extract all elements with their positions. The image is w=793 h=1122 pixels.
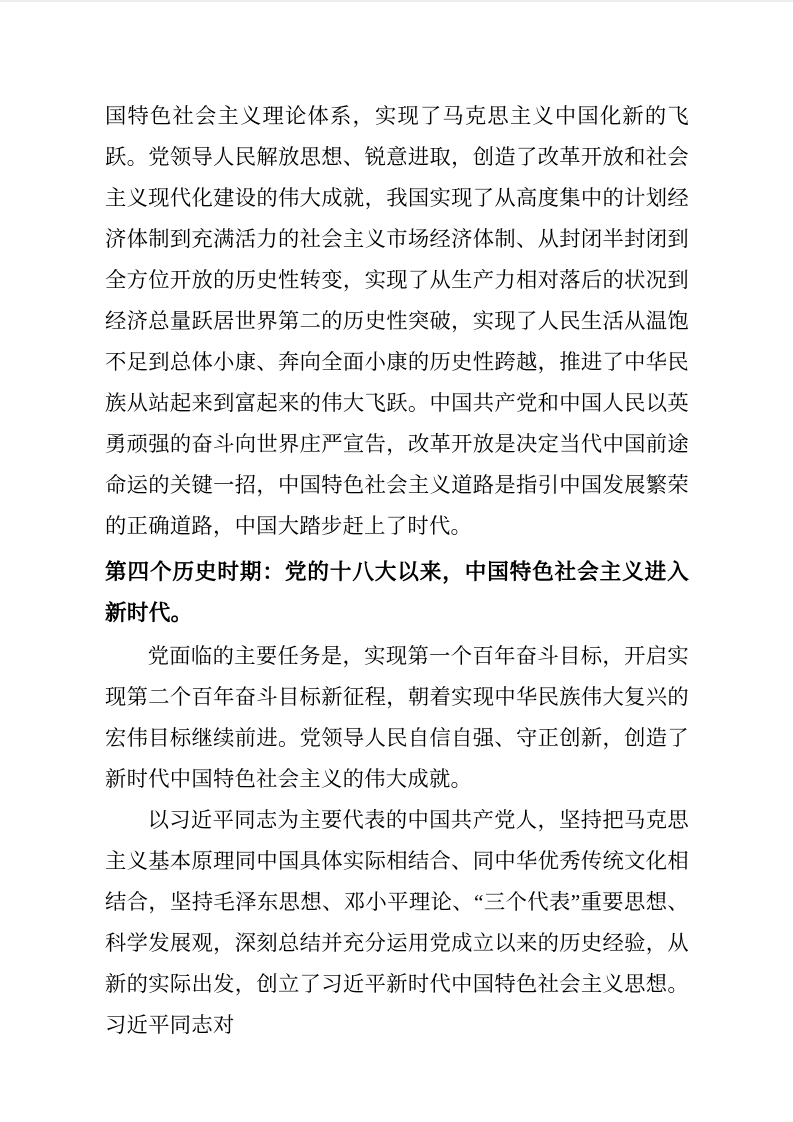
paragraph-new-era: 以习近平同志为主要代表的中国共产党人，坚持把马克思主义基本原理同中国具体实际相结合、同中华优秀传统文化相结合，坚持毛泽东思想、邓小平理论、“三个代表”重要思想、科学发展观，深刻总结并充分运用党成立以来的历史经验，从新的实际出发，创立了习近平新时代中国特色社会主义思想。习近平同志对 (105, 808, 689, 1037)
section-heading-fourth-period: 第四个历史时期：党的十八大以来，中国特色社会主义进入新时代。 (105, 559, 689, 625)
paragraph-continuation: 国特色社会主义理论体系，实现了马克思主义中国化新的飞跃。党领导人民解放思想、锐意进取，创造了改革开放和社会主义现代化建设的伟大成就，我国实现了从高度集中的计划经济体制到充满活力的社会主义市场经济体制、从封闭半封闭到全方位开放的历史性转变，实现了从生产力相对落后的状况到经济总量跃居世界第二的历史性突破，实现了人民生活从温饱不足到总体小康、奔向全面小康的历史性跨越，推进了中华民族从站起来到富起来的伟大飞跃。中国共产党和中国人民以英勇顽强的奋斗向世界庄严宣告，改革开放是决定当代中国前途命运的关键一招，中国特色社会主义道路是指引中国发展繁荣的正确道路，中国大踏步赶上了时代。 (105, 104, 689, 538)
paragraph-main-tasks: 党面临的主要任务是，实现第一个百年奋斗目标，开启实现第二个百年奋斗目标新征程，朝着实现中华民族伟大复兴的宏伟目标继续前进。党领导人民自信自强、守正创新，创造了新时代中国特色社会主义的伟大成就。 (105, 644, 689, 791)
